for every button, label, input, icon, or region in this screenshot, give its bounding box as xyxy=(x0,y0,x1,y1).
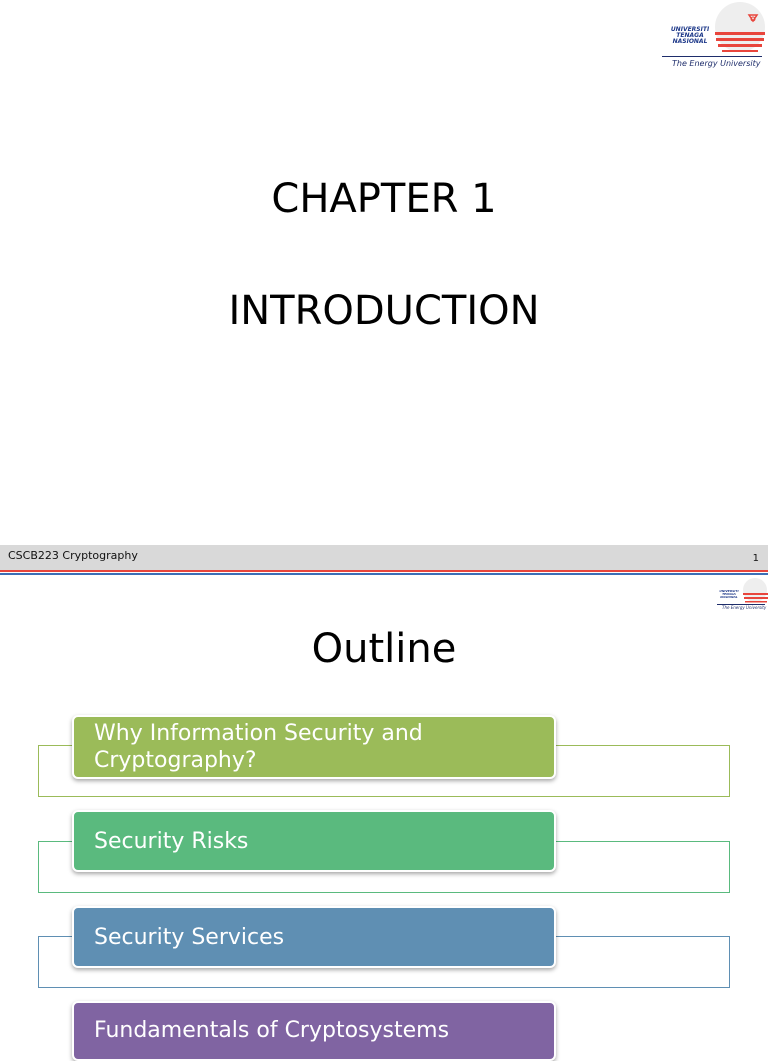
footer-course-name: CSCB223 Cryptography xyxy=(8,549,138,562)
outline-item-fundamentals[interactable] xyxy=(72,1001,556,1061)
chapter-title: CHAPTER 1 xyxy=(271,176,497,222)
outline-item-security-risks[interactable] xyxy=(72,810,556,872)
footer-page-number: 1 xyxy=(752,553,759,564)
outline-item-why-security[interactable] xyxy=(72,715,556,779)
logo-tagline: The Energy University xyxy=(722,605,767,610)
footer-red-line xyxy=(0,570,768,572)
university-logo xyxy=(714,578,768,614)
outline-title: Outline xyxy=(311,626,457,672)
university-logo xyxy=(656,0,768,72)
university-name: UNIVERSITI TENAGA NASIONAL xyxy=(670,26,710,45)
footer-blue-line xyxy=(0,573,768,575)
outline-item-label: Fundamentals of Cryptosystems xyxy=(94,1018,450,1043)
outline-item-security-services[interactable] xyxy=(72,906,556,968)
outline-item-label: Security Risks xyxy=(94,828,249,854)
outline-item-label: Why Information Security and Cryptography? xyxy=(94,721,423,773)
outline-item-label: Security Services xyxy=(94,924,285,950)
chapter-subtitle: INTRODUCTION xyxy=(228,288,540,334)
logo-tagline: The Energy University xyxy=(672,59,761,68)
slide-2 xyxy=(0,578,768,1043)
university-name: UNIVERSITI TENAGA NASIONAL xyxy=(719,589,739,599)
